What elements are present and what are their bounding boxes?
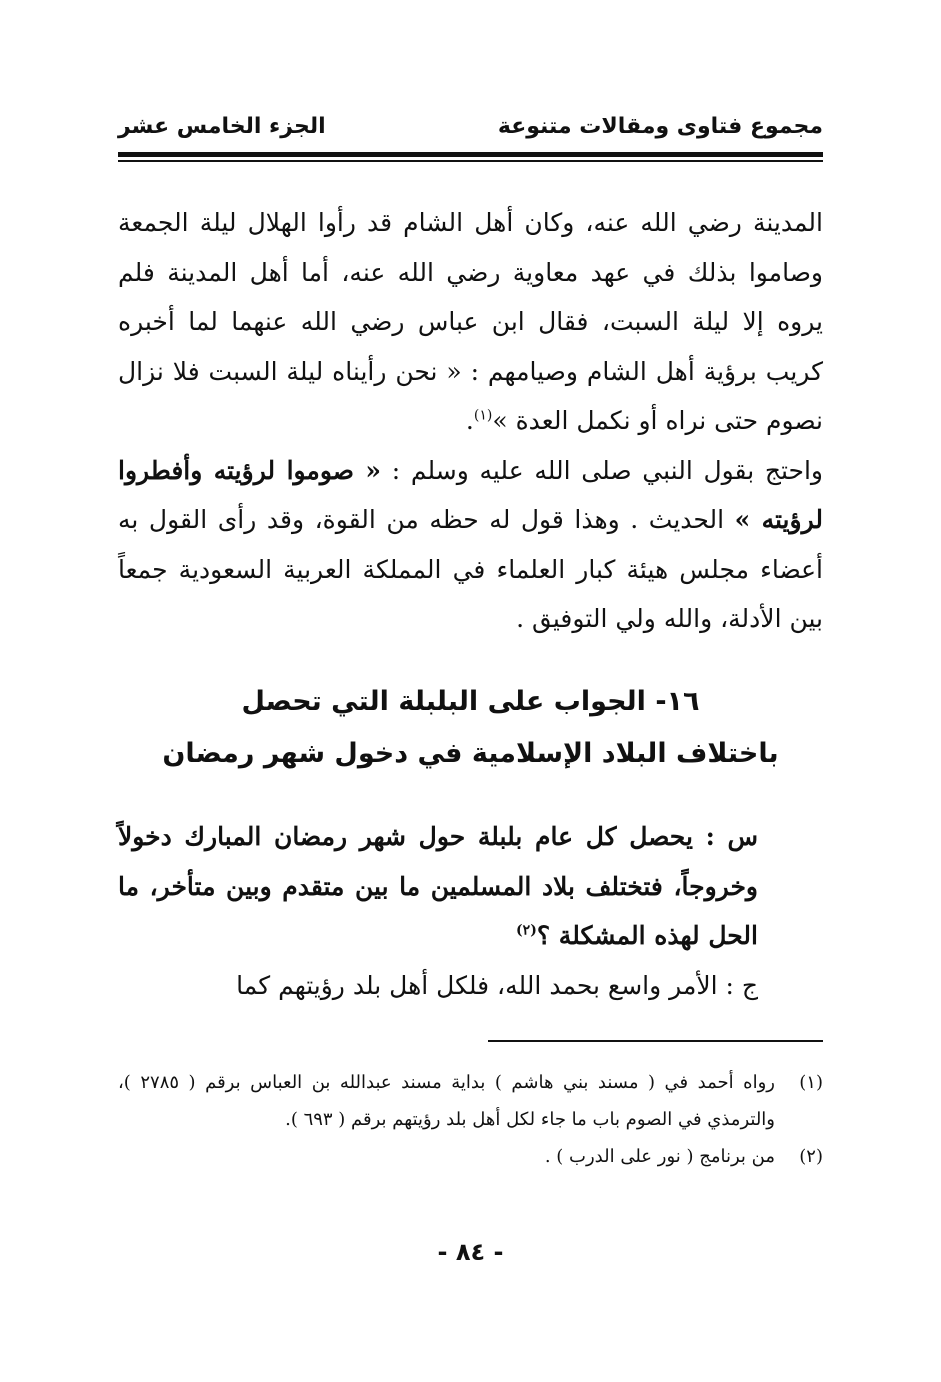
footnote-1-mark: (١): [799, 1072, 823, 1093]
header-rule-thin: [118, 160, 823, 162]
question-answer: [118, 812, 758, 1010]
footnote-2-mark: (٢): [799, 1146, 823, 1167]
heading-line-2: باختلاف البلاد الإسلامية في دخول شهر رمضان: [162, 738, 779, 769]
footnote-1-text: رواه أحمد في ( مسند بني هاشم ) بداية مسند عبدالله بن العباس برقم ( ٢٧٨٥ )، والترمذي في الصوم باب ما جاء لكل أهل بلد رؤيتهم برقم ( ٦٩٣ ).: [118, 1072, 775, 1130]
footnote-ref-1: (١): [473, 407, 493, 424]
answer: ج : الأمر واسع بحمد الله، فلكل أهل بلد رؤيتهم كما: [236, 970, 758, 1000]
footnote-1: [118, 1064, 823, 1138]
page-number: - ٨٤ -: [437, 1238, 504, 1266]
question: [118, 812, 758, 961]
paragraph-1-end: .: [465, 406, 474, 435]
question-text: س : يحصل كل عام بلبلة حول شهر رمضان المبارك دخولاً وخروجاً، فتختلف بلاد المسلمين ما بين متقدم وبين متأخر، ما الحل لهذه المشكلة ؟: [118, 822, 758, 950]
body-text: [118, 198, 823, 644]
footnotes: [118, 1064, 823, 1175]
paragraph-1: [118, 198, 823, 446]
book-title: مجموع فتاوى ومقالات متنوعة: [497, 114, 823, 139]
heading-line-1: ١٦- الجواب على البلبلة التي تحصل: [241, 686, 700, 717]
footnote-separator: [488, 1040, 823, 1042]
footnote-ref-2: (٢): [516, 922, 537, 939]
paragraph-1-text: المدينة رضي الله عنه، وكان أهل الشام قد رأوا الهلال ليلة الجمعة وصاموا بذلك في عهد معاوية رضي الله عنه، أما أهل المدينة فلم يروه إلا ليلة السبت، فقال ابن عباس رضي الله عنهما لما أخبره كريب برؤية أهل الشام وصيامهم : « نحن رأيناه ليلة السبت فلا نزال نصوم حتى نراه أو نكمل العدة »: [118, 208, 823, 435]
paragraph-2: [118, 446, 823, 644]
paragraph-2-start: واحتج بقول النبي صلى الله عليه وسلم :: [391, 455, 823, 485]
running-header: [118, 112, 823, 148]
footnote-2: [118, 1138, 823, 1175]
footnote-2-text: من برنامج ( نور على الدرب ) .: [544, 1146, 775, 1167]
header-rule-thick: [118, 152, 823, 157]
section-heading: [140, 676, 801, 780]
volume-label: الجزء الخامس عشر: [118, 114, 326, 139]
hadith-quote: « صوموا لرؤيته وأفطروا لرؤيته »: [118, 455, 823, 534]
paragraph-2-end: الحديث . وهذا قول له حظه من القوة، وقد رأى القول به أعضاء مجلس هيئة كبار العلماء في المملكة العربية السعودية جمعاً بين الأدلة، والله ولي التوفيق .: [118, 505, 823, 633]
